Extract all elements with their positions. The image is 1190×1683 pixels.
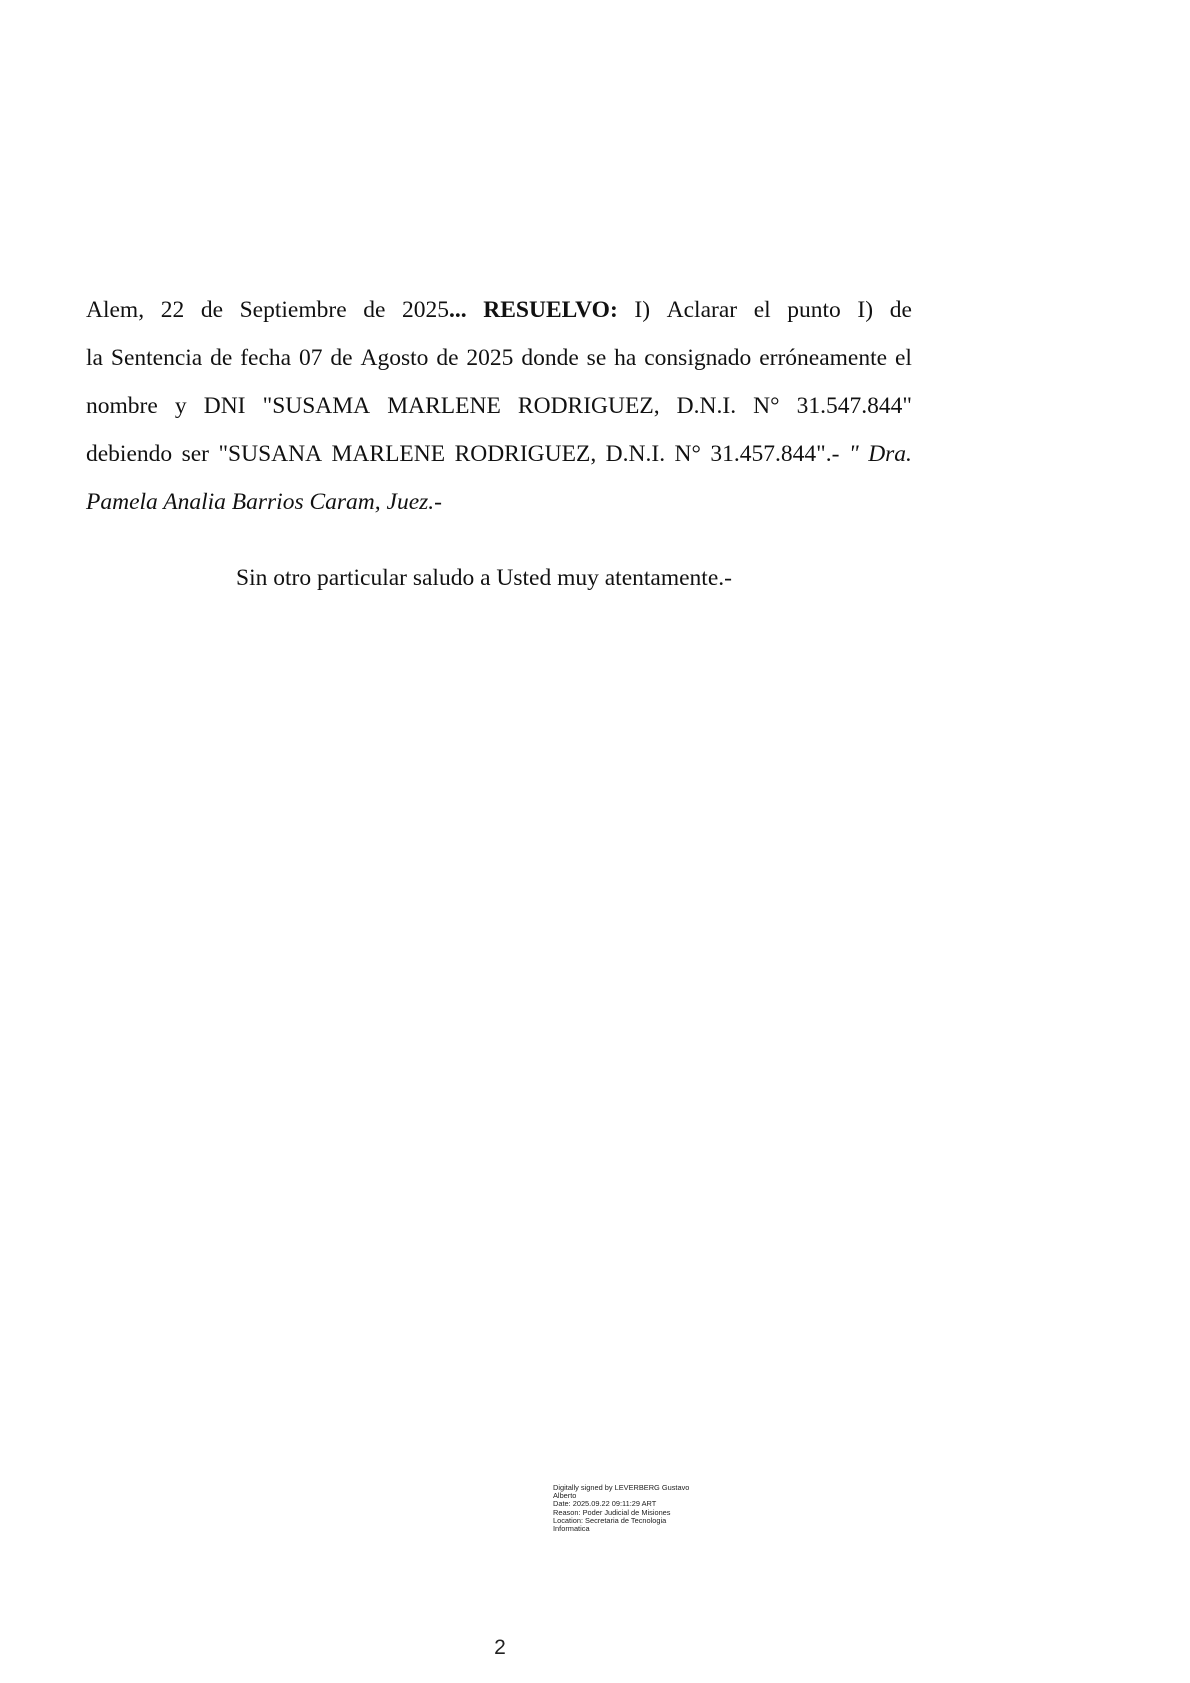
word: punto bbox=[787, 297, 841, 323]
word: DNI bbox=[203, 393, 246, 419]
word: MARLENE bbox=[387, 393, 501, 419]
word: nombre bbox=[86, 393, 158, 419]
paragraph-line-2 bbox=[86, 343, 912, 373]
word: ha bbox=[614, 345, 637, 371]
word: 2025 bbox=[402, 297, 450, 323]
ellipsis: ... bbox=[449, 297, 467, 323]
page-number: 2 bbox=[494, 1636, 506, 1659]
word: I) bbox=[634, 297, 651, 323]
word: Agosto bbox=[360, 345, 429, 371]
word: la bbox=[86, 345, 103, 371]
signature-date: Date: 2025.09.22 09:11:29 ART bbox=[553, 1499, 657, 1509]
signature-location: Location: Secretaria de Tecnologia bbox=[553, 1515, 667, 1525]
word: se bbox=[586, 345, 607, 371]
signature-reason: Reason: Poder Judicial de Misiones bbox=[553, 1507, 671, 1517]
word: donde bbox=[521, 345, 579, 371]
paragraph-line-4 bbox=[86, 439, 912, 469]
signature-line: Alberto bbox=[553, 1491, 577, 1501]
word: 07 bbox=[299, 345, 323, 371]
word: " bbox=[848, 441, 859, 467]
word: N° bbox=[753, 393, 780, 419]
word: de bbox=[889, 297, 912, 323]
word: D.N.I. bbox=[676, 393, 737, 419]
signature-line: Informatica bbox=[553, 1524, 590, 1534]
word: 31.457.844".- bbox=[710, 441, 840, 467]
word: de bbox=[363, 297, 386, 323]
word: debiendo bbox=[86, 441, 173, 467]
word: Alem, bbox=[86, 297, 145, 323]
word: RODRIGUEZ, bbox=[517, 393, 660, 419]
paragraph-line-1 bbox=[86, 295, 912, 325]
word: 2025 bbox=[466, 345, 514, 371]
word: de bbox=[330, 345, 353, 371]
word: ser bbox=[181, 441, 209, 467]
word: de bbox=[200, 297, 223, 323]
date-year-group bbox=[402, 295, 467, 325]
word: I) bbox=[857, 297, 874, 323]
word: erróneamente bbox=[759, 345, 888, 371]
word: de bbox=[210, 345, 233, 371]
word: 31.547.844" bbox=[796, 393, 912, 419]
word: D.N.I. bbox=[605, 441, 666, 467]
word: RODRIGUEZ, bbox=[454, 441, 597, 467]
word: consignado bbox=[644, 345, 752, 371]
word: "SUSANA bbox=[218, 441, 323, 467]
digital-signature-stamp bbox=[553, 1484, 723, 1533]
signature-line: Digitally signed by LEVERBERG Gustavo bbox=[553, 1483, 690, 1492]
judge-title: Dra. bbox=[868, 441, 912, 467]
paragraph-line-3 bbox=[86, 391, 912, 421]
word: Septiembre bbox=[239, 297, 347, 323]
word: "SUSAMA bbox=[262, 393, 371, 419]
closing-salutation: Sin otro particular saludo a Usted muy atentamente.- bbox=[236, 565, 732, 591]
word: Aclarar bbox=[666, 297, 738, 323]
judge-name-line: Pamela Analia Barrios Caram, Juez.- bbox=[86, 489, 442, 515]
word: 22 bbox=[160, 297, 185, 323]
word: el bbox=[753, 297, 771, 323]
word: y bbox=[174, 393, 187, 419]
word: Sentencia bbox=[110, 345, 203, 371]
word: de bbox=[436, 345, 459, 371]
word: fecha bbox=[240, 345, 292, 371]
word: MARLENE bbox=[331, 441, 446, 467]
word: N° bbox=[674, 441, 701, 467]
word: el bbox=[894, 345, 912, 371]
resuelvo-heading: RESUELVO: bbox=[483, 297, 618, 323]
